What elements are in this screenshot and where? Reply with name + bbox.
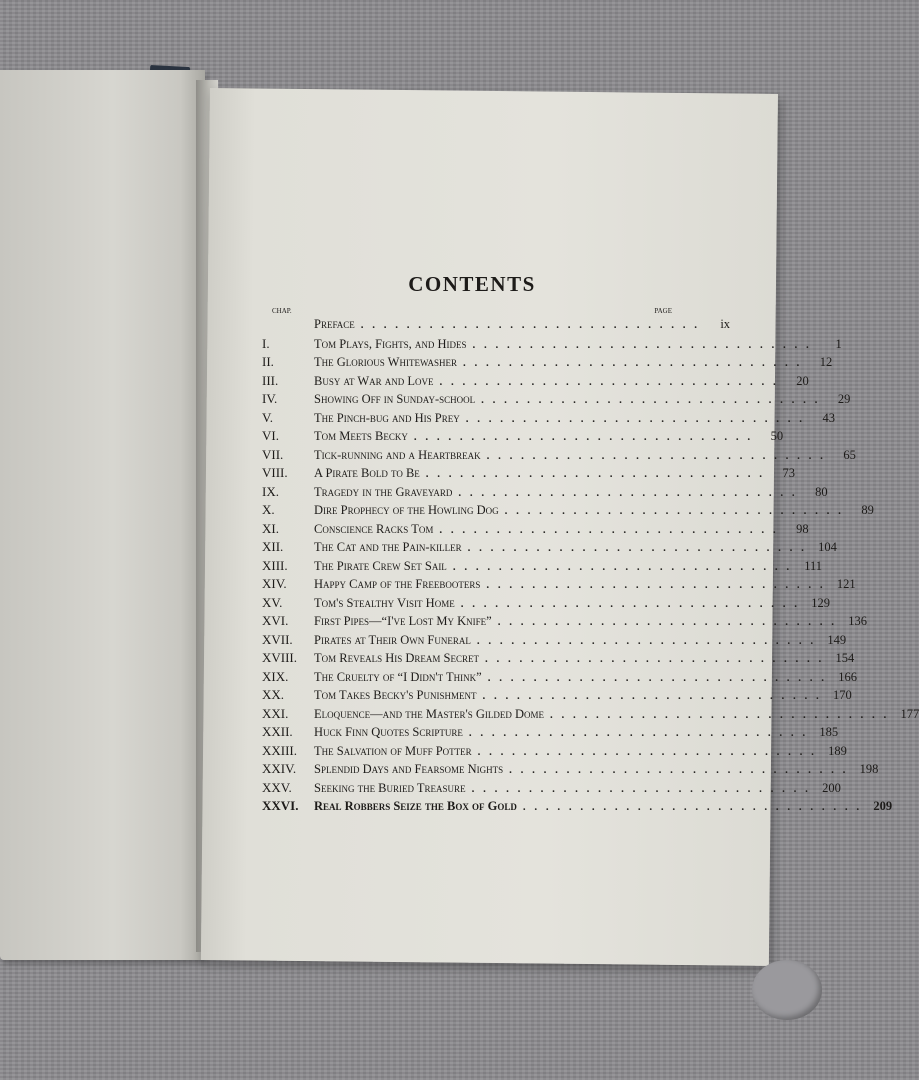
chapter-title: Happy Camp of the Freebooters <box>314 577 481 591</box>
chapter-title: Tom Takes Becky's Punishment <box>314 688 477 702</box>
chapter-title: Showing Off in Sunday-school <box>314 392 476 406</box>
toc-row <box>262 687 852 706</box>
page-number: 136 <box>848 614 867 628</box>
page-number: 185 <box>819 725 839 739</box>
chapter-title: The Cruelty of “I Didn't Think” <box>314 669 482 684</box>
chapter-number: XXV. <box>262 779 292 795</box>
chapter-number: XIV. <box>262 576 287 591</box>
dot-leader: . . . . . . . . . . . . . . . . . . . . . . . . . . . . . . <box>504 505 844 517</box>
dot-leader: . . . . . . . . . . . . . . . . . . . . . . . . . . . . . . <box>465 412 805 425</box>
chapter-number: IV. <box>262 391 278 406</box>
chapter-title: The Salvation of Muff Potter <box>314 743 472 758</box>
chapter-title: Splendid Days and Fearsome Nights <box>314 762 504 776</box>
chapter-title: The Pinch-bug and His Prey <box>314 410 460 425</box>
page-number: 89 <box>861 503 874 517</box>
upholstery-button <box>752 960 822 1020</box>
chapter-number: XVIII. <box>262 650 298 665</box>
page-number: 104 <box>818 540 837 554</box>
dot-leader: . . . . . . . . . . . . . . . . . . . . . . . . . . . . . . <box>482 690 822 702</box>
chapter-title: The Cat and the Pain-killer <box>314 540 462 554</box>
chapter-title: Tick-running and a Heartbreak <box>314 447 481 462</box>
chapter-number: X. <box>262 502 275 517</box>
dot-leader: . . . . . . . . . . . . . . . . . . . . . . . . . . . . . . <box>486 449 826 462</box>
chapter-title: Tom Plays, Fights, and Hides <box>314 336 467 351</box>
chapter-title: The Pirate Crew Set Sail <box>314 558 447 573</box>
chapter-title: The Glorious Whitewasher <box>314 355 457 369</box>
chapter-title: Tom Reveals His Dream Secret <box>314 651 479 665</box>
page-number: 189 <box>828 743 847 758</box>
chapter-title: A Pirate Bold to Be <box>314 466 420 480</box>
chapter-title: Real Robbers Seize the Box of Gold <box>314 799 517 813</box>
chapter-number: XV. <box>262 594 283 610</box>
chapter-number: XXII. <box>262 724 293 739</box>
chapter-title: Busy at War and Love <box>314 373 434 388</box>
dot-leader: . . . . . . . . . . . . . . . . . . . . . . . . . . . . . . <box>458 486 798 499</box>
page-column-label: PAGE <box>654 307 672 315</box>
chapter-number: XXI. <box>262 705 289 721</box>
toc-row <box>262 446 856 466</box>
page-number: 43 <box>822 410 835 425</box>
toc-row <box>262 354 833 373</box>
dot-leader: . . . . . . . . . . . . . . . . . . . . . . . . . . . . . . <box>509 764 849 776</box>
dot-leader: . . . . . . . . . . . . . . . . . . . . . . . . . . . . . . <box>468 727 809 739</box>
chapter-number: XXIII. <box>262 742 298 758</box>
page-number: 149 <box>827 632 847 647</box>
dot-leader: . . . . . . . . . . . . . . . . . . . . . . . . . . . . . . <box>522 801 863 813</box>
toc-row <box>262 502 874 521</box>
page-number: 65 <box>843 447 856 462</box>
toc-row <box>262 335 842 355</box>
dot-leader: . . . . . . . . . . . . . . . . . . . . . . . . . . . . . . <box>360 319 701 331</box>
chapter-number: XVI. <box>262 613 289 628</box>
dot-leader: . . . . . . . . . . . . . . . . . . . . . . . . . . . . . . <box>477 745 817 758</box>
dot-leader: . . . . . . . . . . . . . . . . . . . . . . . . . . . . . . <box>462 357 803 369</box>
chapter-number: IX. <box>262 483 279 499</box>
dot-leader: . . . . . . . . . . . . . . . . . . . . . . . . . . . . . . <box>472 338 812 351</box>
toc-row <box>262 317 731 336</box>
page-number: 29 <box>837 392 851 406</box>
page-number: 20 <box>796 373 809 388</box>
toc-row <box>262 391 851 410</box>
dot-leader: . . . . . . . . . . . . . . . . . . . . . . . . . . . . . . <box>425 468 766 480</box>
page-number: 154 <box>835 651 855 665</box>
chapter-title: Eloquence—and the Master's Gilded Dome <box>314 706 545 721</box>
chapter-title: Conscience Racks Tom <box>314 521 434 536</box>
dot-leader: . . . . . . . . . . . . . . . . . . . . . . . . . . . . . . <box>471 782 811 795</box>
page-number: 80 <box>815 484 828 499</box>
chapter-number: XIII. <box>262 557 288 573</box>
toc-row <box>262 668 857 688</box>
chapter-number: XXVI. <box>262 798 299 813</box>
page-number: 73 <box>782 466 796 480</box>
chapter-number: III. <box>262 372 279 388</box>
page-number: 121 <box>836 577 856 591</box>
page-number: 198 <box>859 762 879 776</box>
page-number: 177 <box>900 706 919 721</box>
dot-leader: . . . . . . . . . . . . . . . . . . . . . . . . . . . . . . <box>460 597 800 610</box>
chapter-number: VI. <box>262 428 279 443</box>
chapter-number: XI. <box>262 520 279 536</box>
page-number: 12 <box>819 355 833 369</box>
chapter-number: VIII. <box>262 465 288 480</box>
chapter-title: Huck Finn Quotes Scripture <box>314 725 463 739</box>
chapter-number: II. <box>262 354 274 369</box>
dot-leader: . . . . . . . . . . . . . . . . . . . . . . . . . . . . . . <box>487 671 827 684</box>
page-number: 50 <box>770 429 784 443</box>
chapter-number: XVII. <box>262 631 293 647</box>
chapter-number: VII. <box>262 446 284 462</box>
chapter-number: V. <box>262 409 273 425</box>
dot-leader: . . . . . . . . . . . . . . . . . . . . . . . . . . . . . . <box>497 616 837 628</box>
toc-row <box>262 705 919 725</box>
chapter-number: XXIV. <box>262 761 297 776</box>
chap-column-label: CHAP. <box>272 307 292 315</box>
dot-leader: . . . . . . . . . . . . . . . . . . . . . . . . . . . . . . <box>550 708 890 721</box>
toc-row <box>262 557 823 577</box>
chapter-number: XX. <box>262 687 285 702</box>
toc-row <box>262 631 847 651</box>
page-number: 200 <box>822 780 841 795</box>
toc-row <box>262 428 784 447</box>
dot-leader: . . . . . . . . . . . . . . . . . . . . . . . . . . . . . . <box>413 431 754 443</box>
toc-row <box>262 613 867 632</box>
page-number: 111 <box>804 558 823 573</box>
toc-row <box>262 724 839 743</box>
left-page <box>0 70 205 960</box>
toc-row <box>262 576 856 595</box>
page-number: 1 <box>835 336 842 351</box>
chapter-title: Tom Meets Becky <box>314 429 408 443</box>
toc-row <box>262 539 837 558</box>
toc-heading: CONTENTS <box>408 272 536 296</box>
column-headers <box>262 307 672 315</box>
page-number: 166 <box>838 669 857 684</box>
toc-row <box>262 372 809 392</box>
chapter-number: I. <box>262 335 270 351</box>
dot-leader: . . . . . . . . . . . . . . . . . . . . . . . . . . . . . . <box>439 523 779 536</box>
toc-row <box>262 409 835 429</box>
dot-leader: . . . . . . . . . . . . . . . . . . . . . . . . . . . . . . <box>486 579 826 591</box>
chapter-number: XII. <box>262 539 284 554</box>
table-of-contents <box>262 272 919 817</box>
toc-row <box>262 798 893 817</box>
dot-leader: . . . . . . . . . . . . . . . . . . . . . . . . . . . . . . <box>481 394 821 406</box>
dot-leader: . . . . . . . . . . . . . . . . . . . . . . . . . . . . . . <box>484 653 825 665</box>
dot-leader: . . . . . . . . . . . . . . . . . . . . . . . . . . . . . . <box>476 634 817 647</box>
page-number: 170 <box>832 688 852 702</box>
toc-row <box>262 520 809 540</box>
toc-entries <box>262 317 919 817</box>
toc-row <box>262 779 841 799</box>
toc-row <box>262 465 796 484</box>
page-number: 209 <box>873 799 893 813</box>
chapter-number: XIX. <box>262 668 289 684</box>
page-number: ix <box>720 317 731 331</box>
chapter-title: First Pipes—“I've Lost My Knife” <box>314 614 492 628</box>
chapter-title: Tragedy in the Graveyard <box>314 484 453 499</box>
chapter-title: Pirates at Their Own Funeral <box>314 632 471 647</box>
page-number: 98 <box>796 521 809 536</box>
toc-row <box>262 594 830 614</box>
chapter-title: Tom's Stealthy Visit Home <box>314 595 455 610</box>
toc-row <box>262 761 879 780</box>
chapter-title: Dire Prophecy of the Howling Dog <box>314 503 499 517</box>
toc-row <box>262 650 855 669</box>
toc-row <box>262 483 828 503</box>
dot-leader: . . . . . . . . . . . . . . . . . . . . . . . . . . . . . . <box>439 375 779 388</box>
dot-leader: . . . . . . . . . . . . . . . . . . . . . . . . . . . . . . <box>467 542 807 554</box>
page-number: 129 <box>811 595 830 610</box>
toc-row <box>262 742 847 762</box>
dot-leader: . . . . . . . . . . . . . . . . . . . . . . . . . . . . . . <box>452 560 793 573</box>
chapter-title: Seeking the Buried Treasure <box>314 780 466 795</box>
chapter-title: Preface <box>314 317 355 331</box>
